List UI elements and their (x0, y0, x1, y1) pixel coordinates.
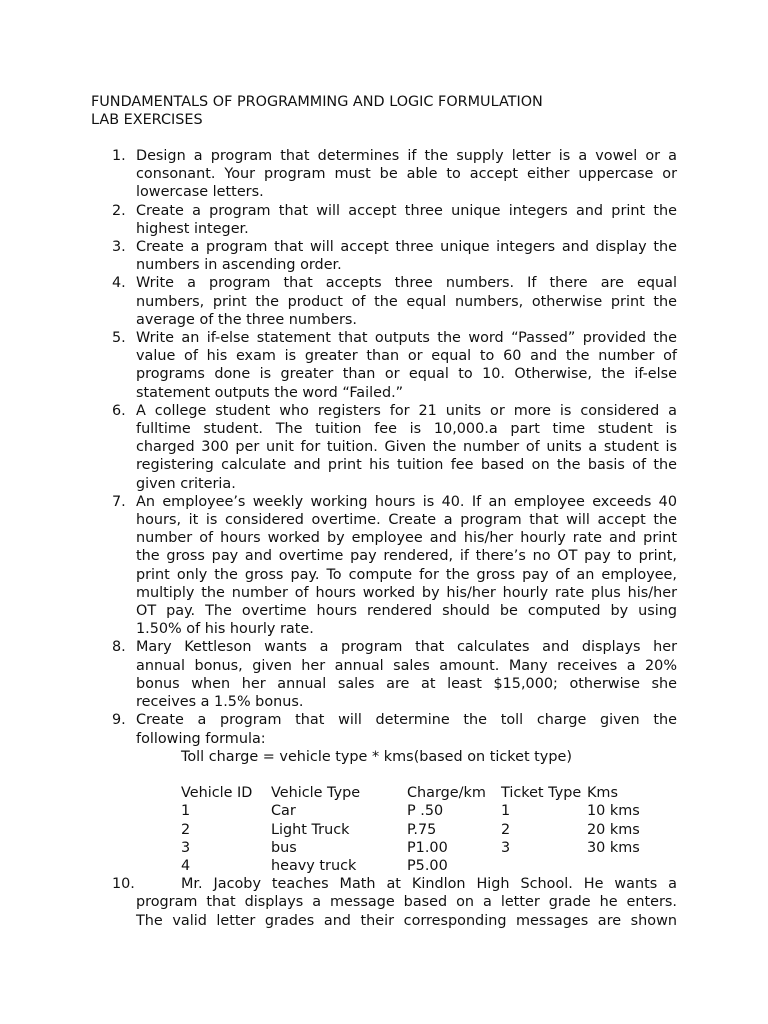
exercise-item (0, 638, 768, 711)
exercise-text (136, 638, 677, 711)
exercise-number: 5. (112, 330, 126, 347)
exercise-item (0, 493, 768, 639)
exercise-text-line: highest integer. (136, 220, 249, 237)
exercise-number: 4. (112, 275, 126, 292)
vehicle-table-cell (501, 857, 587, 875)
exercise-text-line: print only the gross pay. To compute for the gross pay of an employee, (136, 566, 677, 583)
vehicle-table-cell: P1.00 (407, 839, 448, 856)
exercise-text (136, 202, 677, 238)
exercise-text-line: Create a program that will accept three unique integers and display the (136, 239, 677, 256)
vehicle-table (181, 784, 677, 875)
vehicle-table-cell: P .50 (407, 803, 444, 820)
exercise-number: 2. (112, 202, 126, 219)
exercise-item (0, 274, 768, 329)
exercise-text-line: charged 300 per unit for tuition. Given the number of units a student is (136, 439, 677, 456)
exercise-text-line: OT pay. The overtime hours rendered should be computed by using (136, 603, 677, 620)
exercise-text-line: Write a program that accepts three numbers. If there are equal (136, 275, 677, 292)
exercise-text-line: the gross pay and overtime pay rendered, if there’s no OT pay to print, (136, 548, 677, 565)
exercise-text-line: value of his exam is greater than or equal to 60 and the number of (136, 348, 677, 365)
exercise-number: 8. (112, 639, 126, 656)
exercise-text-line: annual bonus, given her annual sales amount. Many receives a 20% (136, 657, 677, 674)
vehicle-table-cell: 1 (501, 803, 511, 820)
exercise-item (0, 147, 768, 202)
exercise-text-line: receives a 1.5% bonus. (136, 694, 304, 711)
exercise-text-line: average of the three numbers. (136, 311, 358, 328)
title-line-1: FUNDAMENTALS OF PROGRAMMING AND LOGIC FORMULATION (91, 94, 543, 110)
exercise-number: 1. (112, 148, 126, 164)
exercise-item (0, 202, 768, 238)
exercise-text-line: programs done is greater than or equal to 10. Otherwise, the if-else (136, 366, 677, 383)
vehicle-table-cell: Light Truck (271, 821, 350, 838)
vehicle-table-cell: 3 (181, 839, 191, 856)
exercise-text-line: Mary Kettleson wants a program that calculates and displays her (136, 639, 677, 656)
title-line-2: LAB EXERCISES (91, 112, 203, 129)
exercise-text-line: 1.50% of his hourly rate. (136, 621, 314, 638)
exercise-item (0, 402, 768, 493)
exercise-text (136, 402, 677, 493)
toll-formula: Toll charge = vehicle type * kms(based on ticket type) (181, 748, 572, 765)
exercise-text-line: multiply the number of hours worked by his/her hourly rate plus his/her (136, 584, 677, 601)
exercise-item (0, 238, 768, 274)
exercise-text-line: Design a program that determines if the supply letter is a vowel or a (136, 148, 677, 164)
exercise-item (0, 875, 768, 930)
exercise-item (0, 711, 768, 747)
vehicle-table-cell: Car (271, 803, 296, 820)
exercise-text-line: Mr. Jacoby teaches Math at Kindlon High School. He wants a (181, 876, 677, 893)
vehicle-table-cell: 1 (181, 803, 191, 820)
vehicle-table-cell (587, 857, 677, 875)
exercise-text (136, 238, 677, 274)
exercise-text-line: program that displays a message based on a letter grade he enters. (136, 894, 677, 911)
vehicle-table-cell: P.75 (407, 821, 437, 838)
exercise-item (0, 329, 768, 402)
exercise-text-line: A college student who registers for 21 units or more is considered a (136, 402, 677, 419)
exercise-number: 7. (112, 493, 126, 510)
exercise-text (136, 147, 677, 202)
exercise-text (136, 875, 677, 930)
exercise-text-line: numbers in ascending order. (136, 257, 342, 274)
exercise-number: 6. (112, 402, 126, 419)
vehicle-table-row (181, 857, 677, 875)
exercise-text-line: registering calculate and print his tuition fee based on the basis of the (136, 457, 677, 474)
exercise-text-line: Write an if-else statement that outputs the word “Passed” provided the (136, 330, 677, 347)
exercise-text-line: Create a program that will determine the toll charge given the (136, 712, 677, 729)
exercise-text-line: bonus when her annual sales are at least $15,000; otherwise she (136, 675, 677, 692)
vehicle-table-row (181, 839, 677, 857)
exercise-number: 3. (112, 239, 126, 256)
vehicle-table-cell: heavy truck (271, 857, 357, 874)
exercise-text-line: Create a program that will accept three unique integers and print the (136, 202, 677, 219)
vehicle-table-header-cell: Kms (587, 785, 618, 802)
vehicle-table-cell: 20 kms (587, 821, 640, 838)
vehicle-table-cell: 3 (501, 839, 511, 856)
exercise-text-line: lowercase letters. (136, 184, 264, 201)
exercise-text (136, 329, 677, 402)
exercise-text-line: following formula: (136, 730, 266, 747)
vehicle-table-header-cell: Vehicle Type (271, 785, 361, 802)
vehicle-table-row (181, 821, 677, 839)
blank-line (0, 766, 768, 784)
vehicle-table-cell: bus (271, 839, 297, 856)
document-title (91, 93, 691, 129)
exercise-text (136, 493, 677, 639)
exercise-number: 10. (112, 876, 135, 893)
vehicle-table-header (181, 784, 677, 802)
vehicle-table-header-cell: Ticket Type (501, 785, 582, 802)
exercise-text-line: statement outputs the word “Failed.” (136, 384, 404, 401)
exercise-text-line: numbers, print the product of the equal numbers, otherwise print the (136, 293, 677, 310)
exercise-text-line: fulltime student. The tuition fee is 10,000.a part time student is (136, 421, 677, 438)
vehicle-table-cell: 4 (181, 857, 191, 874)
vehicle-table-cell: 10 kms (587, 803, 640, 820)
exercise-text-line: An employee’s weekly working hours is 40. If an employee exceeds 40 (136, 493, 677, 510)
vehicle-table-cell: 30 kms (587, 839, 640, 856)
vehicle-table-header-cell: Vehicle ID (181, 785, 253, 802)
vehicle-table-header-cell: Charge/km (407, 785, 486, 802)
vehicle-table-cell: 2 (181, 821, 191, 838)
exercise-text-line: consonant. Your program must be able to accept either uppercase or (136, 166, 677, 183)
vehicle-table-cell: P5.00 (407, 857, 448, 874)
exercise-text-line: hours, it is considered overtime. Create a program that will accept the (136, 512, 677, 529)
exercise-text-line: The valid letter grades and their corresponding messages are shown (136, 912, 677, 929)
vehicle-table-cell: 2 (501, 821, 511, 838)
toll-section (0, 748, 768, 875)
exercise-list (0, 147, 768, 930)
exercise-text-line: given criteria. (136, 475, 236, 492)
exercise-text (136, 274, 677, 329)
exercise-number: 9. (112, 712, 126, 729)
exercise-text (136, 711, 677, 747)
vehicle-table-row (181, 802, 677, 820)
exercise-text-line: number of hours worked by employee and his/her hourly rate and print (136, 530, 677, 547)
